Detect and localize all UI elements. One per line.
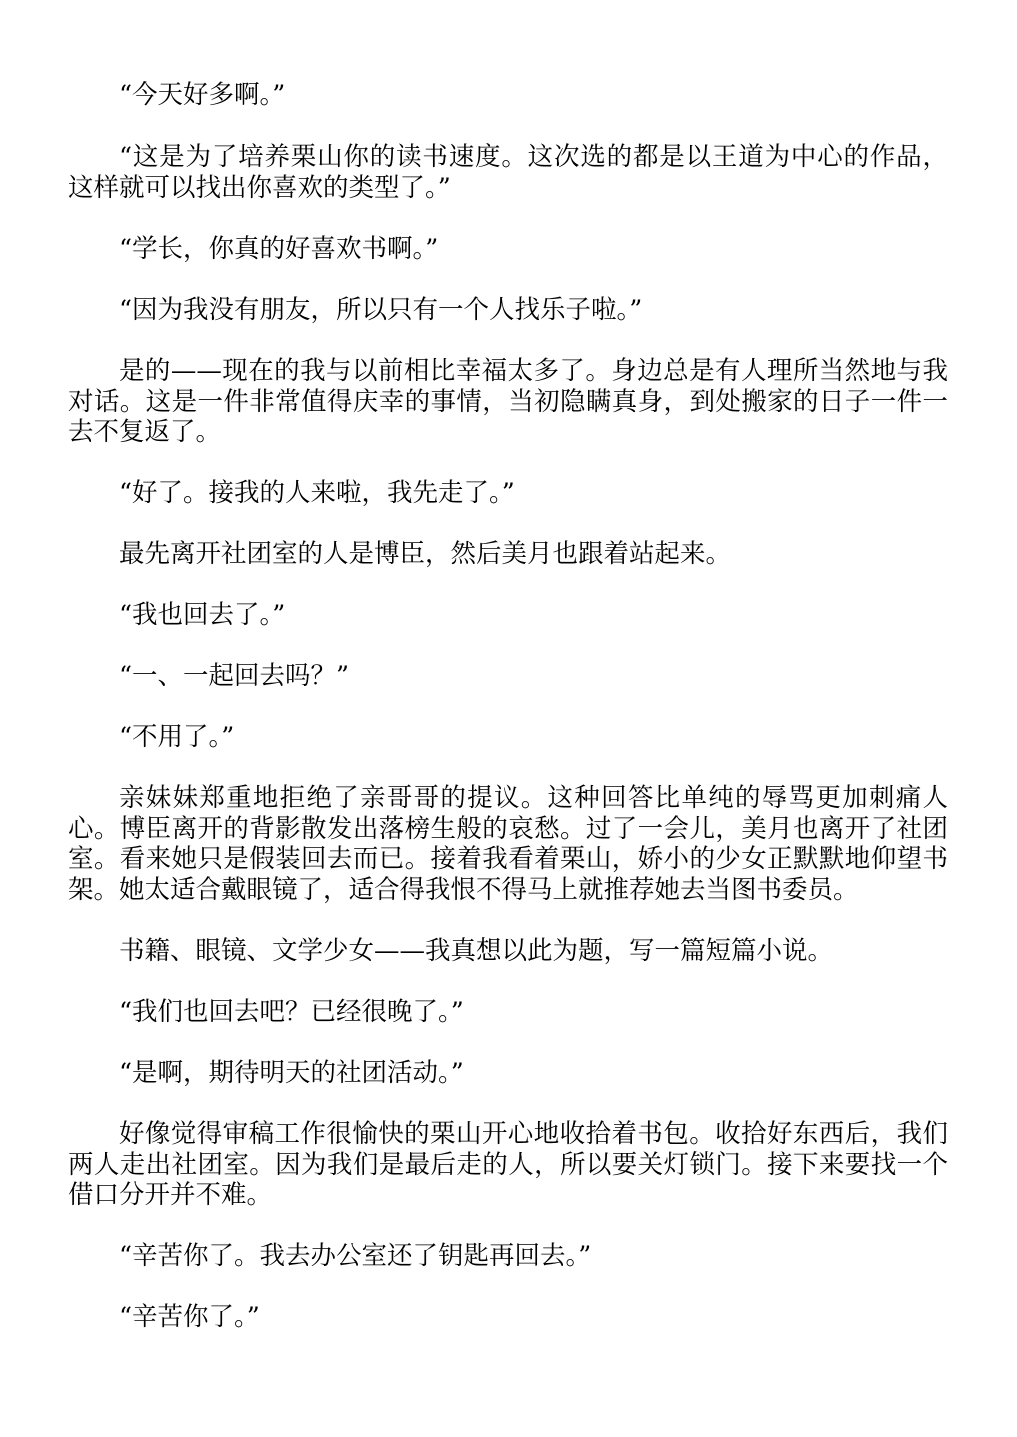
paragraph-4: “因为我没有朋友，所以只有一个人找乐子啦。” bbox=[119, 295, 643, 325]
paragraph-2: “这是为了培养栗山你的读书速度。这次选的都是以王道为中心的作品，这样就可以找出你喜欢的类型了。” bbox=[68, 142, 948, 203]
paragraph-11: 亲妹妹郑重地拒绝了亲哥哥的提议。这种回答比单纯的辱骂更加刺痛人心。博臣离开的背影散发出落榜生般的哀愁。过了一会儿，美月也离开了社团室。看来她只是假装回去而已。接着我看着栗山，娇小的少女正默默地仰望书架。她太适合戴眼镜了，适合得我恨不得马上就推荐她去当图书委员。 bbox=[68, 783, 948, 905]
paragraph-10: “不用了。” bbox=[119, 722, 235, 752]
paragraph-17: “辛苦你了。” bbox=[119, 1302, 260, 1332]
paragraph-3: “学长，你真的好喜欢书啊。” bbox=[119, 234, 439, 264]
paragraph-1: “今天好多啊。” bbox=[119, 80, 286, 110]
paragraph-16: “辛苦你了。我去办公室还了钥匙再回去。” bbox=[119, 1241, 592, 1271]
paragraph-6: “好了。接我的人来啦，我先走了。” bbox=[119, 478, 515, 508]
paragraph-5: 是的——现在的我与以前相比幸福太多了。身边总是有人理所当然地与我对话。这是一件非常值得庆幸的事情，当初隐瞒真身，到处搬家的日子一件一去不复返了。 bbox=[68, 356, 948, 447]
paragraph-8: “我也回去了。” bbox=[119, 600, 286, 630]
paragraph-13: “我们也回去吧？已经很晚了。” bbox=[119, 997, 464, 1027]
paragraph-14: “是啊，期待明天的社团活动。” bbox=[119, 1058, 464, 1088]
paragraph-9: “一、一起回去吗？” bbox=[119, 661, 350, 691]
paragraph-7: 最先离开社团室的人是博臣，然后美月也跟着站起来。 bbox=[119, 539, 732, 569]
paragraph-15: 好像觉得审稿工作很愉快的栗山开心地收拾着书包。收拾好东西后，我们两人走出社团室。因为我们是最后走的人，所以要关灯锁门。接下来要找一个借口分开并不难。 bbox=[68, 1119, 948, 1210]
paragraph-12: 书籍、眼镜、文学少女——我真想以此为题，写一篇短篇小说。 bbox=[119, 936, 834, 966]
